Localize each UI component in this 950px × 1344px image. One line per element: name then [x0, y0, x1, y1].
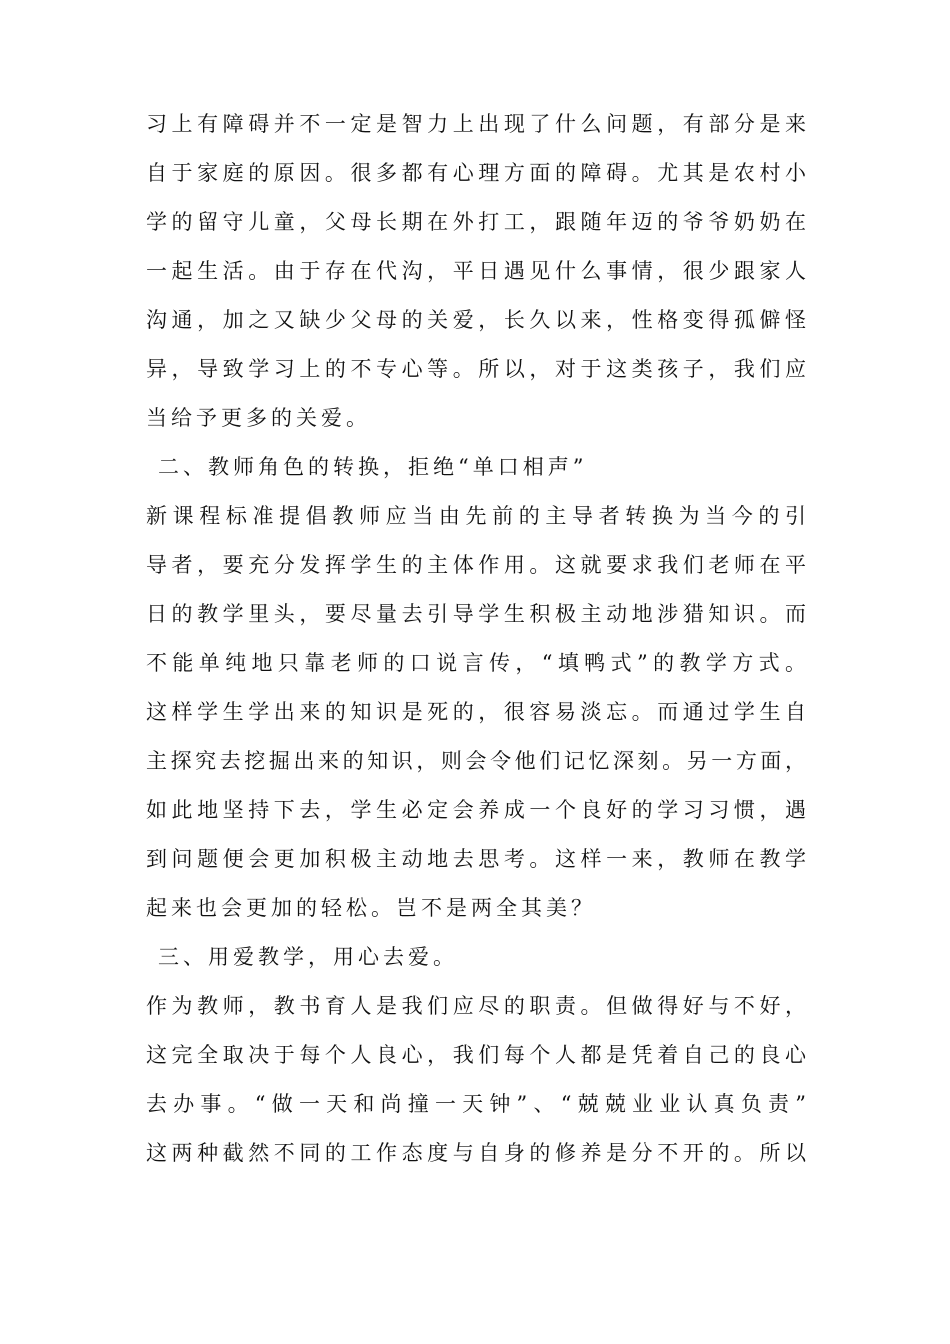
text-line: 当给予更多的关爱。	[146, 406, 371, 430]
text-line: 日的教学里头，要尽量去引导学生积极主动地涉猎知识。而	[146, 602, 806, 626]
text-line: 作为教师，教书育人是我们应尽的职责。但做得好与不好，	[146, 994, 806, 1018]
text-line: 这两种截然不同的工作态度与自身的修养是分不开的。所以	[146, 1141, 806, 1165]
body-text	[146, 100, 806, 1178]
text-line: 不能单纯地只靠老师的口说言传，“填鸭式”的教学方式。	[146, 651, 806, 675]
text-line: 异，导致学习上的不专心等。所以，对于这类孩子，我们应	[146, 357, 806, 381]
text-line: 去办事。“做一天和尚撞一天钟”、“兢兢业业认真负责”	[146, 1092, 806, 1116]
text-line: 起来也会更加的轻松。岂不是两全其美？	[146, 896, 596, 920]
text-line: 导者，要充分发挥学生的主体作用。这就要求我们老师在平	[146, 553, 806, 577]
text-line: 到问题便会更加积极主动地去思考。这样一来，教师在教学	[146, 847, 806, 871]
section-heading: 二、教师角色的转换，拒绝“单口相声”	[158, 455, 588, 479]
text-line: 主探究去挖掘出来的知识，则会令他们记忆深刻。另一方面，	[146, 749, 806, 773]
text-line: 这样学生学出来的知识是死的，很容易淡忘。而通过学生自	[146, 700, 806, 724]
text-line: 自于家庭的原因。很多都有心理方面的障碍。尤其是农村小	[146, 161, 806, 185]
text-line: 这完全取决于每个人良心，我们每个人都是凭着自己的良心	[146, 1043, 806, 1067]
text-line: 一起生活。由于存在代沟，平日遇见什么事情，很少跟家人	[146, 259, 806, 283]
text-line: 沟通，加之又缺少父母的关爱，长久以来，性格变得孤僻怪	[146, 308, 806, 332]
text-line: 习上有障碍并不一定是智力上出现了什么问题，有部分是来	[146, 112, 806, 136]
text-line: 新课程标准提倡教师应当由先前的主导者转换为当今的引	[146, 504, 806, 528]
text-line: 如此地坚持下去，学生必定会养成一个良好的学习习惯，遇	[146, 798, 806, 822]
text-line: 学的留守儿童，父母长期在外打工，跟随年迈的爷爷奶奶在	[146, 210, 806, 234]
section-heading: 三、用爱教学，用心去爱。	[158, 945, 458, 969]
